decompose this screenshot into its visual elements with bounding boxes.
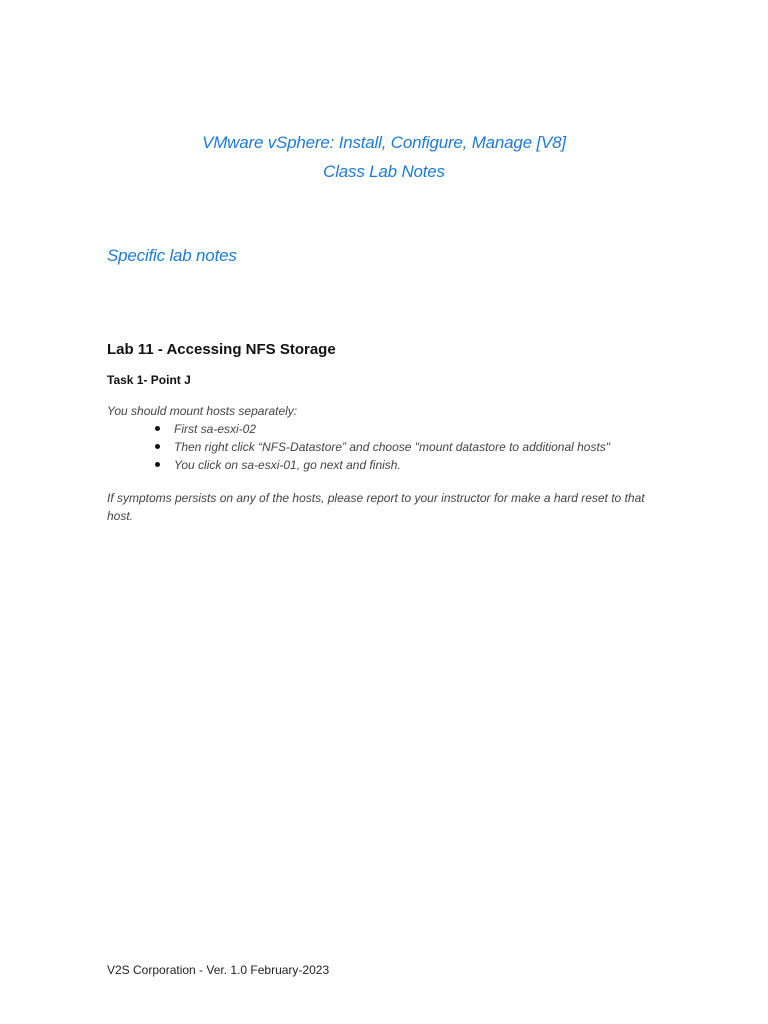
- step-text: Then right click “NFS-Datastore” and choose "mount datastore to additional hosts": [174, 440, 611, 454]
- task-heading: Task 1- Point J: [107, 373, 191, 387]
- bullet-icon: [155, 426, 160, 431]
- page-footer: V2S Corporation - Ver. 1.0 February-2023: [107, 963, 330, 977]
- steps-list: [150, 420, 610, 474]
- lab-heading: Lab 11 - Accessing NFS Storage: [107, 341, 336, 358]
- step-text: First sa-esxi-02: [174, 422, 257, 436]
- list-item: [150, 438, 610, 456]
- intro-text: You should mount hosts separately:: [107, 404, 298, 418]
- document-subtitle: Class Lab Notes: [323, 162, 445, 181]
- note-paragraph: If symptoms persists on any of the hosts, please report to your instructor for make a hard reset to that host.: [107, 491, 645, 523]
- section-heading: Specific lab notes: [107, 246, 237, 265]
- bullet-icon: [155, 444, 160, 449]
- list-item: [150, 456, 610, 474]
- step-text: You click on sa-esxi-01, go next and finish.: [174, 458, 401, 472]
- document-title: VMware vSphere: Install, Configure, Manage [V8]: [202, 133, 566, 152]
- list-item: [150, 420, 610, 438]
- bullet-icon: [155, 462, 160, 467]
